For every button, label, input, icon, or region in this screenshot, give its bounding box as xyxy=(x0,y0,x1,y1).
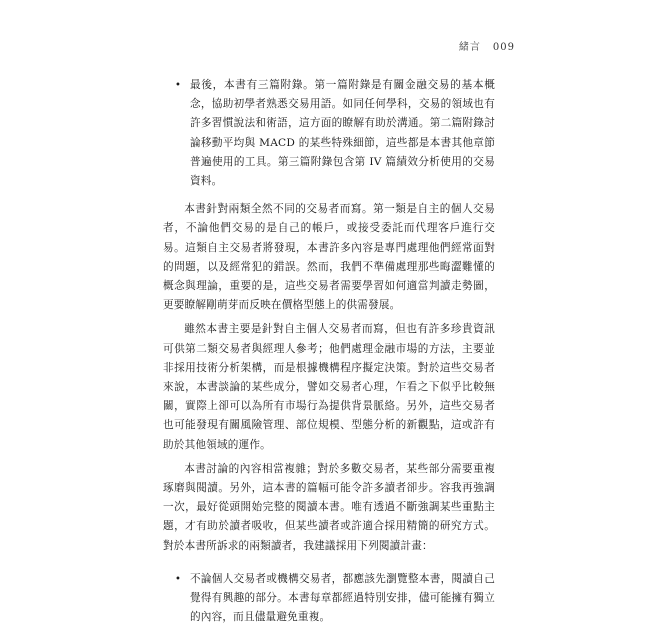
paragraph-institutional-readers: 雖然本書主要是針對自主個人交易者而寫，但也有許多珍貴資訊可供第二類交易者與經理人參考；他們處理金融市場的方法，主要並非採用技術分析架構，而是根據機構程序擬定決策。對於這些交易者來說，本書談論的某些成分，譬如交易者心理，乍看之下似乎比較無關，實際上卻可以為所有市場行為提供背景脈絡。另外，這些交易者也可能發現有關風險管理、部位規模、型態分析的新觀點，這或許有助於其他領域的運作。 xyxy=(163,323,495,451)
paragraph-reading-plan: 本書討論的內容相當複雜；對於多數交易者，某些部分需要重複琢磨與閱讀。另外，這本書的篇幅可能令許多讀者卻步。容我再強調一次，最好從頭開始完整的閱讀本書。唯有透過不斷強調某些重點主題，才有助於讀者吸收，但某些讀者或許適合採用精簡的研究方式。對於本書所訴求的兩類讀者，我建議採用下列閱讀計畫： xyxy=(163,462,495,552)
bullet-text: 最後，本書有三篇附錄。第一篇附錄是有關金融交易的基本概念，協助初學者熟悉交易用語。如同任何學科，交易的領域也有許多習慣說法和術語，這方面的瞭解有助於溝通。第二篇附錄討論移動平均與 MACD 的某些特殊細節，這些都是本書其他章節普遍使用的工具。第三篇附錄包含第 IV 篇績效分析使用的交易資料。 xyxy=(190,79,495,188)
bullet-icon: • xyxy=(175,80,182,91)
running-header xyxy=(459,38,515,53)
bullet-item-reading-plan xyxy=(163,570,495,628)
bullet-icon: • xyxy=(175,573,182,585)
bullet-item-appendices xyxy=(163,76,495,191)
page-number: 009 xyxy=(492,42,515,53)
page-body xyxy=(163,76,495,636)
bullet-text: 不論個人交易者或機構交易者，都應該先瀏覽整本書，閱讀自己覺得有興趣的部分。本書每章都經過特別安排，儘可能擁有獨立的內容，而且儘量避免重複。 xyxy=(190,572,495,624)
paragraph-two-reader-types: 本書針對兩類全然不同的交易者而寫。第一類是自主的個人交易者，不論他們交易的是自己的帳戶，或接受委託而代理客戶進行交易。這類自主交易者將發現，本書許多內容是專門處理他們經常面對的問題，以及經常犯的錯誤。然而，我們不準備處理那些晦澀難懂的概念與理論，重要的是，這些交易者需要學習如何適當判讀走勢圖，更要瞭解剛萌芽而反映在價格型態上的供需發展。 xyxy=(163,203,495,312)
header-section-title: 緒言 xyxy=(458,42,481,53)
